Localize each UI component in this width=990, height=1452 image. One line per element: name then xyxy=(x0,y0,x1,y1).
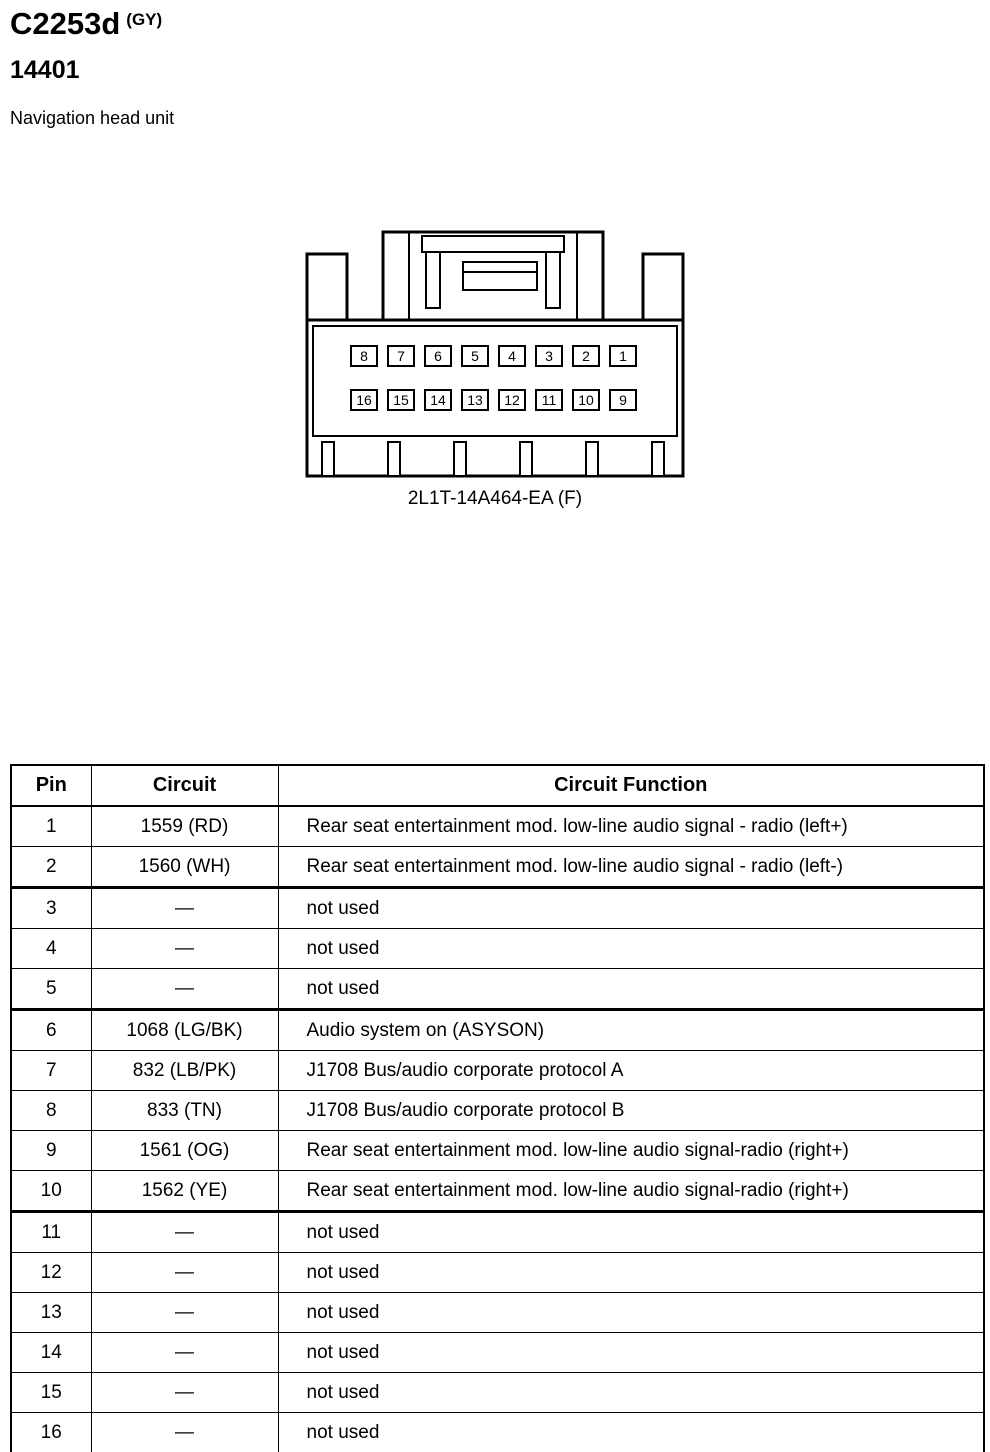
pin-cell: 4 xyxy=(11,929,91,969)
connector-description: Navigation head unit xyxy=(10,108,175,128)
pin-number: 14 xyxy=(430,392,446,408)
circuit-cell: — xyxy=(91,969,278,1010)
circuit-cell: 1560 (WH) xyxy=(91,847,278,888)
table-row xyxy=(11,1413,984,1452)
function-cell: Audio system on (ASYSON) xyxy=(278,1010,984,1051)
pin-number: 1 xyxy=(619,348,627,364)
pin-cell: 6 xyxy=(11,1010,91,1051)
pin-cell: 9 xyxy=(11,1131,91,1171)
table-row xyxy=(11,1171,984,1212)
pin-number: 2 xyxy=(582,348,590,364)
function-cell: not used xyxy=(278,969,984,1010)
pin-number: 3 xyxy=(545,348,553,364)
connector-diagram xyxy=(300,226,690,484)
table-header-row xyxy=(11,765,984,806)
circuit-cell: — xyxy=(91,888,278,929)
circuit-cell: 832 (LB/PK) xyxy=(91,1051,278,1091)
circuit-cell: — xyxy=(91,1293,278,1333)
function-cell: not used xyxy=(278,1333,984,1373)
function-cell: not used xyxy=(278,929,984,969)
pin-cell: 3 xyxy=(11,888,91,929)
pin-number: 9 xyxy=(619,392,627,408)
circuit-cell: — xyxy=(91,1373,278,1413)
table-row xyxy=(11,1131,984,1171)
pin-number: 7 xyxy=(397,348,405,364)
pin-cell: 8 xyxy=(11,1091,91,1131)
table-row xyxy=(11,1212,984,1253)
circuit-cell: 1561 (OG) xyxy=(91,1131,278,1171)
header-circuit-function: Circuit Function xyxy=(278,765,984,806)
function-cell: Rear seat entertainment mod. low-line audio signal - radio (left+) xyxy=(278,806,984,847)
table-row xyxy=(11,1293,984,1333)
table-row xyxy=(11,1051,984,1091)
pin-cell: 15 xyxy=(11,1373,91,1413)
pin-cell: 11 xyxy=(11,1212,91,1253)
pin-number: 16 xyxy=(356,392,372,408)
pin-cell: 13 xyxy=(11,1293,91,1333)
table-row xyxy=(11,969,984,1010)
part-number: 14401 xyxy=(10,56,80,84)
table-row xyxy=(11,1373,984,1413)
pin-cell: 14 xyxy=(11,1333,91,1373)
pin-cell: 5 xyxy=(11,969,91,1010)
pin-number: 12 xyxy=(504,392,520,408)
function-cell: not used xyxy=(278,1373,984,1413)
pin-cell: 1 xyxy=(11,806,91,847)
pin-cell: 2 xyxy=(11,847,91,888)
pin-number: 15 xyxy=(393,392,409,408)
circuit-cell: 833 (TN) xyxy=(91,1091,278,1131)
pin-number: 10 xyxy=(578,392,594,408)
table-row xyxy=(11,929,984,969)
pin-cell: 10 xyxy=(11,1171,91,1212)
pinout-table xyxy=(10,764,985,1452)
circuit-cell: 1562 (YE) xyxy=(91,1171,278,1212)
pin-number: 13 xyxy=(467,392,483,408)
header-circuit: Circuit xyxy=(91,765,278,806)
table-row xyxy=(11,1253,984,1293)
header-pin: Pin xyxy=(11,765,91,806)
function-cell: J1708 Bus/audio corporate protocol B xyxy=(278,1091,984,1131)
function-cell: not used xyxy=(278,888,984,929)
function-cell: not used xyxy=(278,1413,984,1452)
circuit-cell: — xyxy=(91,1253,278,1293)
table-row xyxy=(11,847,984,888)
connector-color-code: (GY) xyxy=(126,10,163,29)
function-cell: Rear seat entertainment mod. low-line audio signal-radio (right+) xyxy=(278,1171,984,1212)
pin-number: 8 xyxy=(360,348,368,364)
table-row xyxy=(11,1333,984,1373)
function-cell: not used xyxy=(278,1212,984,1253)
pin-cell: 7 xyxy=(11,1051,91,1091)
pin-cell: 12 xyxy=(11,1253,91,1293)
circuit-cell: — xyxy=(91,1333,278,1373)
pin-number: 11 xyxy=(541,392,557,408)
pin-number: 5 xyxy=(471,348,479,364)
function-cell: not used xyxy=(278,1293,984,1333)
function-cell: J1708 Bus/audio corporate protocol A xyxy=(278,1051,984,1091)
circuit-cell: — xyxy=(91,1212,278,1253)
circuit-cell: 1068 (LG/BK) xyxy=(91,1010,278,1051)
table-row xyxy=(11,1091,984,1131)
function-cell: Rear seat entertainment mod. low-line audio signal - radio (left-) xyxy=(278,847,984,888)
connector-id: C2253d xyxy=(10,6,121,41)
function-cell: Rear seat entertainment mod. low-line audio signal-radio (right+) xyxy=(278,1131,984,1171)
table-row xyxy=(11,888,984,929)
pin-cell: 16 xyxy=(11,1413,91,1452)
circuit-cell: 1559 (RD) xyxy=(91,806,278,847)
connector-part-label: 2L1T-14A464-EA (F) xyxy=(407,488,583,509)
circuit-cell: — xyxy=(91,929,278,969)
pin-number: 4 xyxy=(508,348,516,364)
table-row xyxy=(11,806,984,847)
table-row xyxy=(11,1010,984,1051)
circuit-cell: — xyxy=(91,1413,278,1452)
connector-title xyxy=(10,6,162,42)
pin-number: 6 xyxy=(434,348,442,364)
function-cell: not used xyxy=(278,1253,984,1293)
